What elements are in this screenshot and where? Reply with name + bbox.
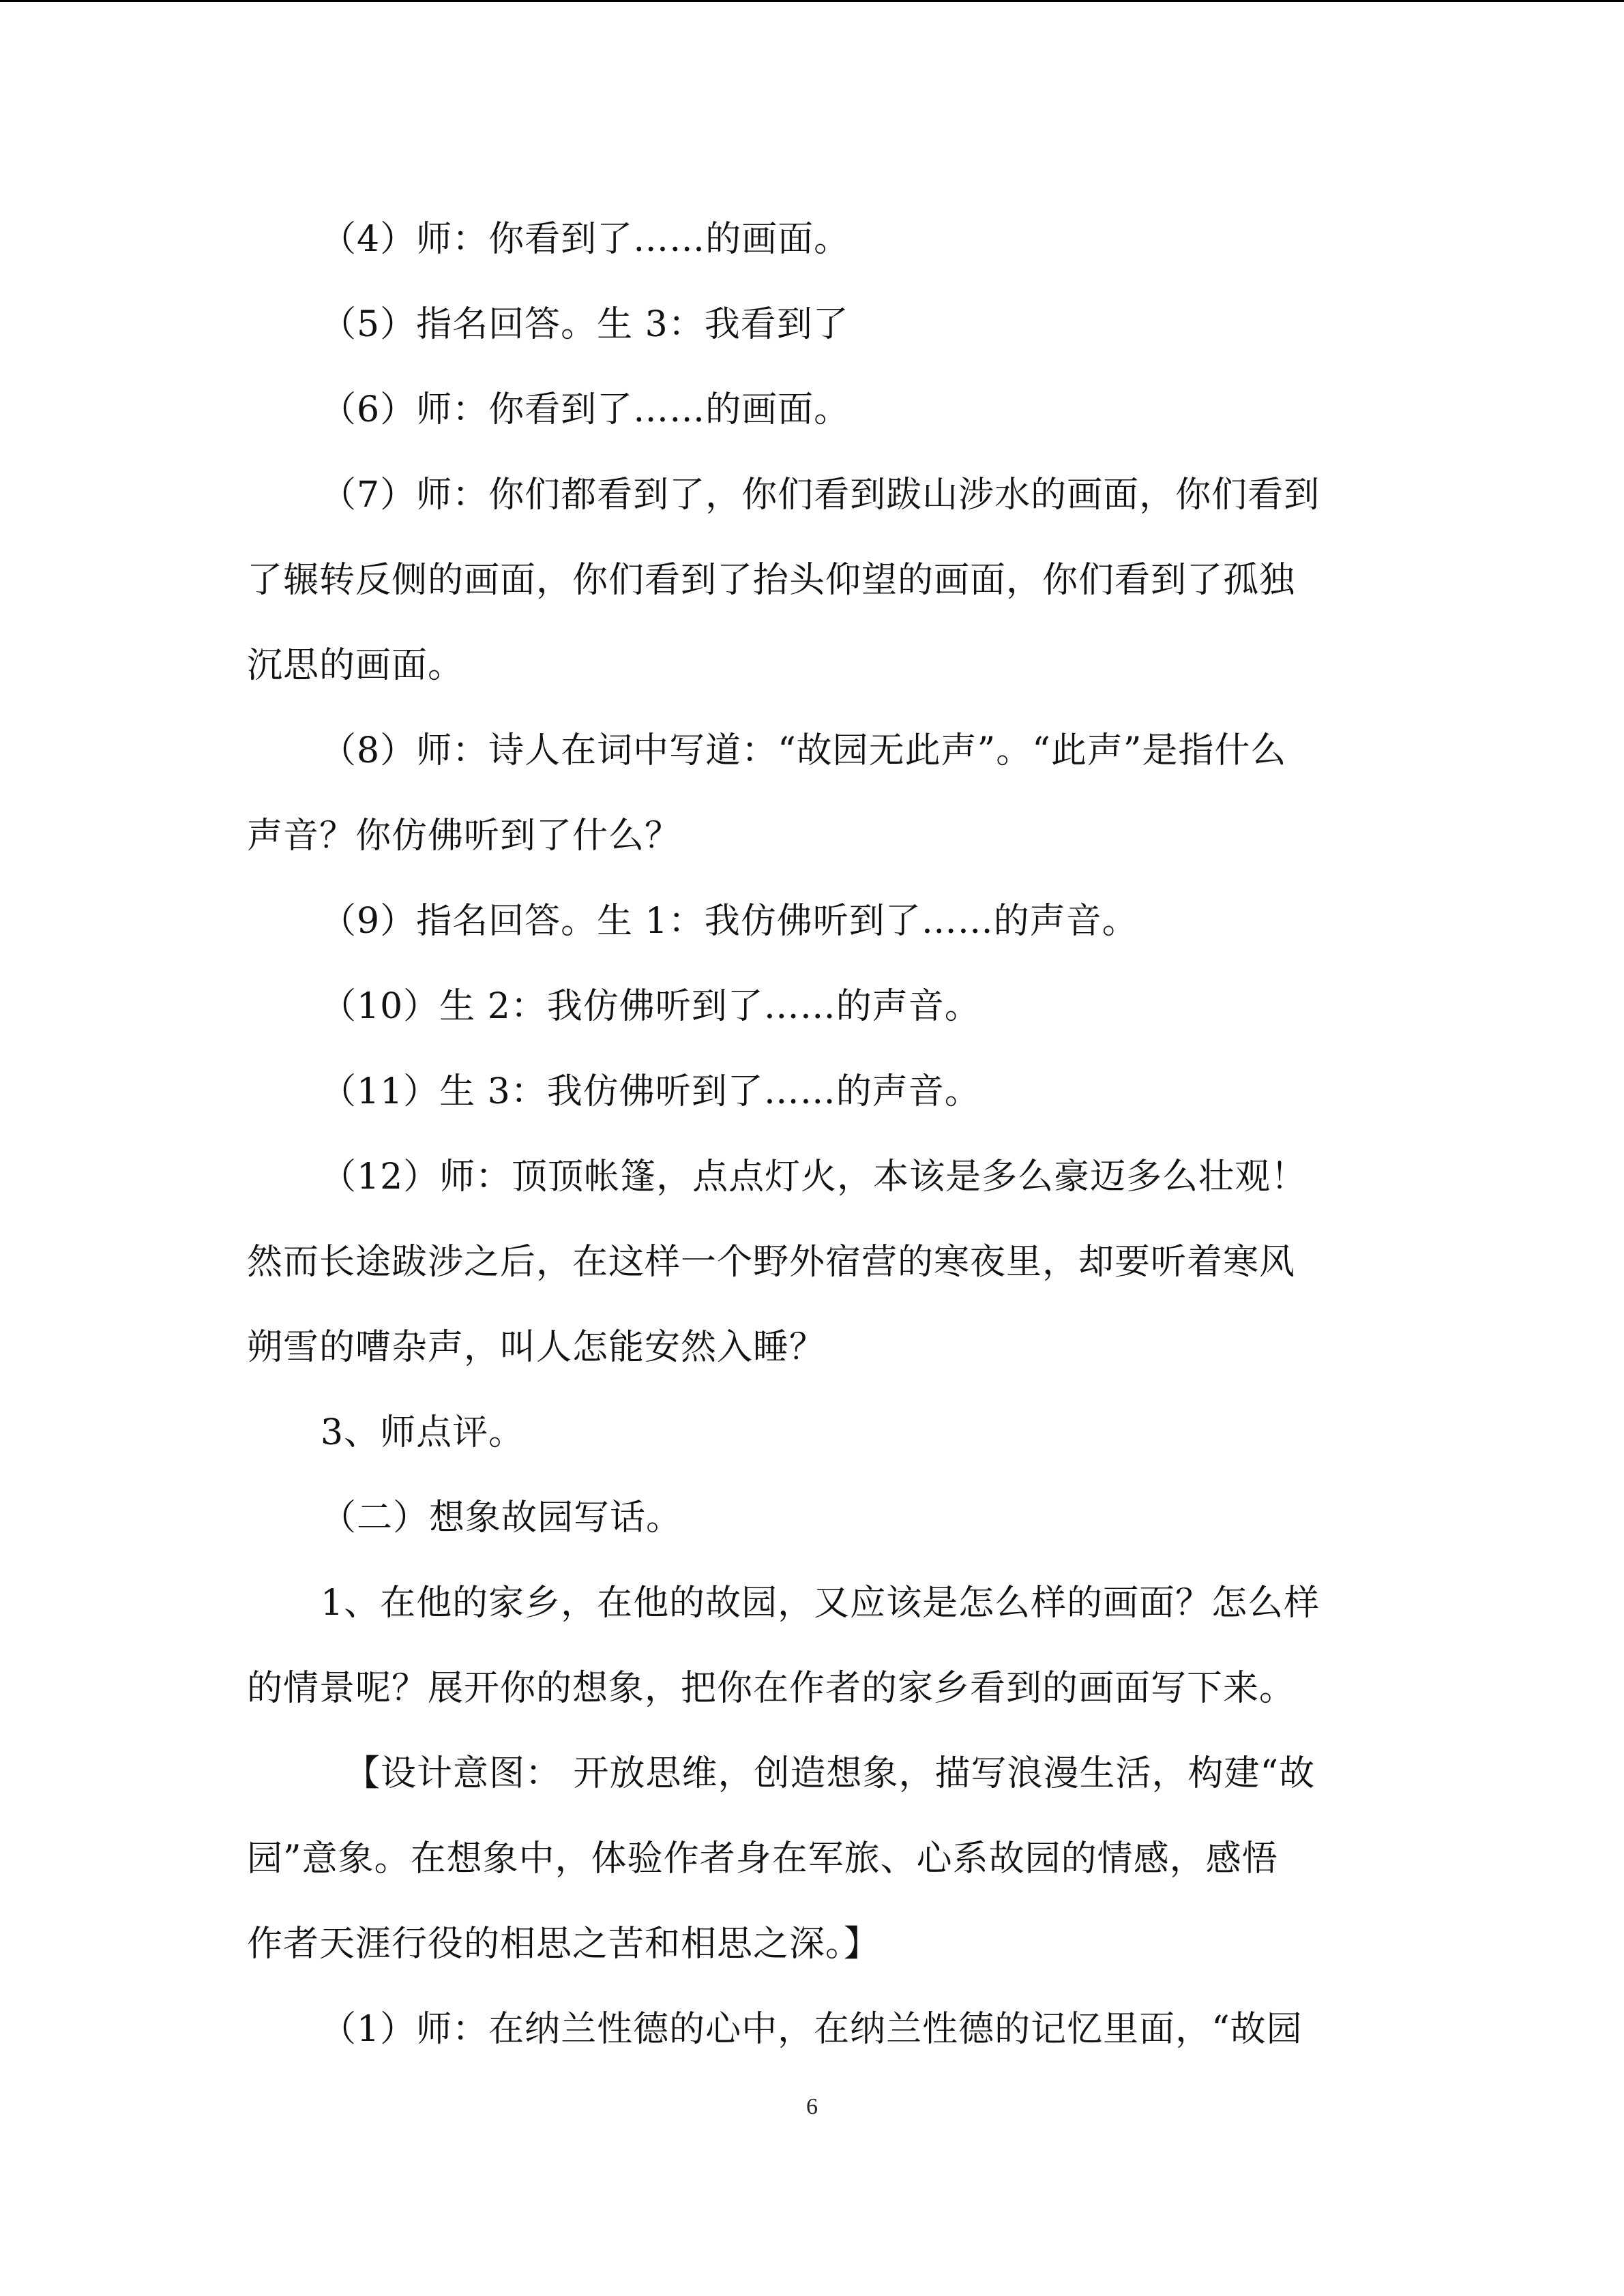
design-intent-note: 【设计意图： 开放思维，创造想象，描写浪漫生活，构建“故 (344, 1753, 1316, 1794)
paragraph-line: （11）生 3：我仿佛听到了……的声音。 (321, 1071, 981, 1112)
page-number: 6 (806, 2094, 818, 2119)
paragraph-line: 的情景呢？展开你的想象，把你在作者的家乡看到的画面写下来。 (247, 1668, 1296, 1709)
paragraph-line: 了辗转反侧的画面，你们看到了抬头仰望的画面，你们看到了孤独 (247, 560, 1296, 601)
paragraph-line: 3、师点评。 (321, 1412, 525, 1453)
paragraph-line: （5）指名回答。生 3：我看到了 (321, 304, 849, 345)
paragraph-line: （1）师：在纳兰性德的心中，在纳兰性德的记忆里面，“故园 (321, 2009, 1303, 2050)
paragraph-line: （6）师：你看到了……的画面。 (321, 389, 851, 430)
paragraph-line: 朔雪的嘈杂声，叫人怎能安然入睡？ (247, 1327, 826, 1368)
paragraph-line: 1、在他的家乡，在他的故园，又应该是怎么样的画面？怎么样 (321, 1583, 1320, 1624)
paragraph-line: （9）指名回答。生 1：我仿佛听到了……的声音。 (321, 901, 1138, 942)
paragraph-line: 然而长途跋涉之后，在这样一个野外宿营的寒夜里，却要听着寒风 (247, 1242, 1296, 1283)
paragraph-line: （8）师：诗人在词中写道：“故园无此声”。“此声”是指什么 (321, 730, 1287, 771)
design-intent-note: 作者天涯行役的相思之苦和相思之深。】 (247, 1924, 881, 1965)
paragraph-line: 沉思的画面。 (247, 645, 464, 686)
paragraph-line: （12）师：顶顶帐篷，点点灯火，本该是多么豪迈多么壮观！ (321, 1157, 1308, 1197)
design-intent-note: 园”意象。在想象中，体验作者身在军旅、心系故园的情感，感悟 (247, 1838, 1278, 1879)
section-heading: （二）想象故园写话。 (321, 1497, 683, 1538)
paragraph-line: 声音？你仿佛听到了什么？ (247, 816, 681, 856)
paragraph-line: （10）生 2：我仿佛听到了……的声音。 (321, 986, 981, 1027)
paragraph-line: （7）师：你们都看到了，你们看到跋山涉水的画面，你们看到 (321, 475, 1320, 516)
paragraph-line: （4）师：你看到了……的画面。 (321, 219, 851, 260)
